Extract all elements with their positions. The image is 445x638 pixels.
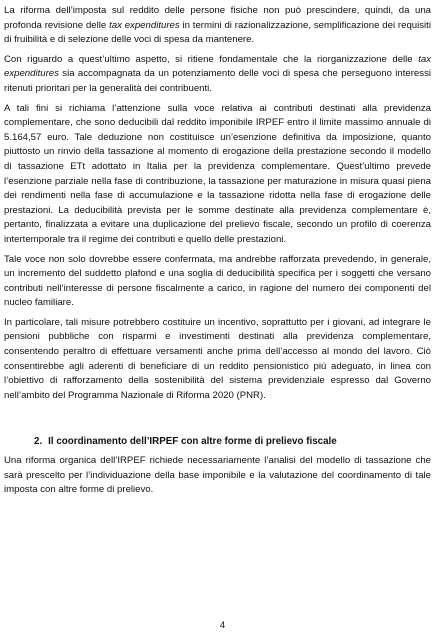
section-title: Il coordinamento dell’IRPEF con altre forme di prelievo fiscale [48, 436, 337, 448]
paragraph-text-start: Con riguardo a quest’ultimo aspetto, si ritiene fondamentale che la riorganizzazione delle [4, 53, 419, 65]
paragraph-pension-contributions: A tali fini si richiama l’attenzione sulla voce relativa ai contributi destinati alla previdenza complementare, che sono deducibili dal reddito imponibile IRPEF entro il limite massimo annuale di 5.164,57 euro. Tale deduzione non costituisce un’esenzione definitiva da imposizione, quanto piuttosto un rinvio della tassazione al momento di erogazione della prestazione secondo il modello di tassazione ETt adottato in Italia per la previdenza complementare. Quest’ultimo prevede l’esenzione parziale nella fase di contribuzione, la tassazione per maturazione in misura quasi piena dei rendimenti nella fase di accumulazione e la tassazione ridotta nella fase di erogazione delle prestazioni. La deducibilità prevista per le somme destinate alla previdenza complementare è, pertanto, finalizzata a evitare una duplicazione del prelievo fiscale, secondo un profilo di coerenza intertemporale tra il regime dei contributi e quello delle prestazioni. [4, 102, 431, 245]
paragraph-strengthening: Tale voce non solo dovrebbe essere confermata, ma andrebbe rafforzata prevedendo, in generale, un incremento del suddetto plafond e una soglia di deducibilità specifica per i soggetti che versano contributi nell’interesse di persone fiscalmente a carico, in ragione del numero dei componenti del nucleo familiare. [4, 253, 431, 309]
section-heading [34, 435, 431, 450]
paragraph-text-end: in termini di razionalizzazione, semplificazione dei requisiti di fruibilità e di selezione delle voci di spesa da mantenere. [4, 19, 431, 46]
paragraph-text-end: sia accompagnata da un potenziamento delle voci di spesa che perseguono interessi ritenuti prioritari per la generalità dei contribuenti. [4, 68, 431, 94]
paragraph-incentives: In particolare, tali misure potrebbero costituire un incentivo, soprattutto per i giovani, ad integrare le pensioni pubbliche con risparmi e investimenti destinati alla previdenza complementare, consentendo peraltro di effettuare versamenti anche prima dell’accesso al mondo del lavoro. Ciò consentirebbe agli aderenti di beneficiare di un reddito pensionistico più adeguato, in linea con l’obiettivo di rafforzamento della sostenibilità del sistema previdenziale espresso dal Governo nell’ambito del Programma Nazionale di Riforma 2020 (PNR). [4, 316, 431, 401]
italic-term: tax expenditures [109, 19, 180, 31]
paragraph-organic-reform: Una riforma organica dell’IRPEF richiede necessariamente l’analisi del modello di tassazione che sarà prescelto per l’individuazione della base imponibile e la valutazione del coordinamento di tale imposta con altre forme di prelievo. [4, 455, 431, 496]
paragraph-text-start: La riforma dell’imposta sul reddito delle persone fisiche non può prescindere, quindi, da una profonda revisione delle [4, 5, 431, 31]
italic-term: tax expenditures [4, 53, 431, 80]
page-number: 4 [219, 620, 226, 631]
paragraph-tax-expenditures-revision [4, 4, 431, 48]
section-number: 2. [34, 436, 43, 448]
paragraph-reorganization [4, 53, 431, 97]
